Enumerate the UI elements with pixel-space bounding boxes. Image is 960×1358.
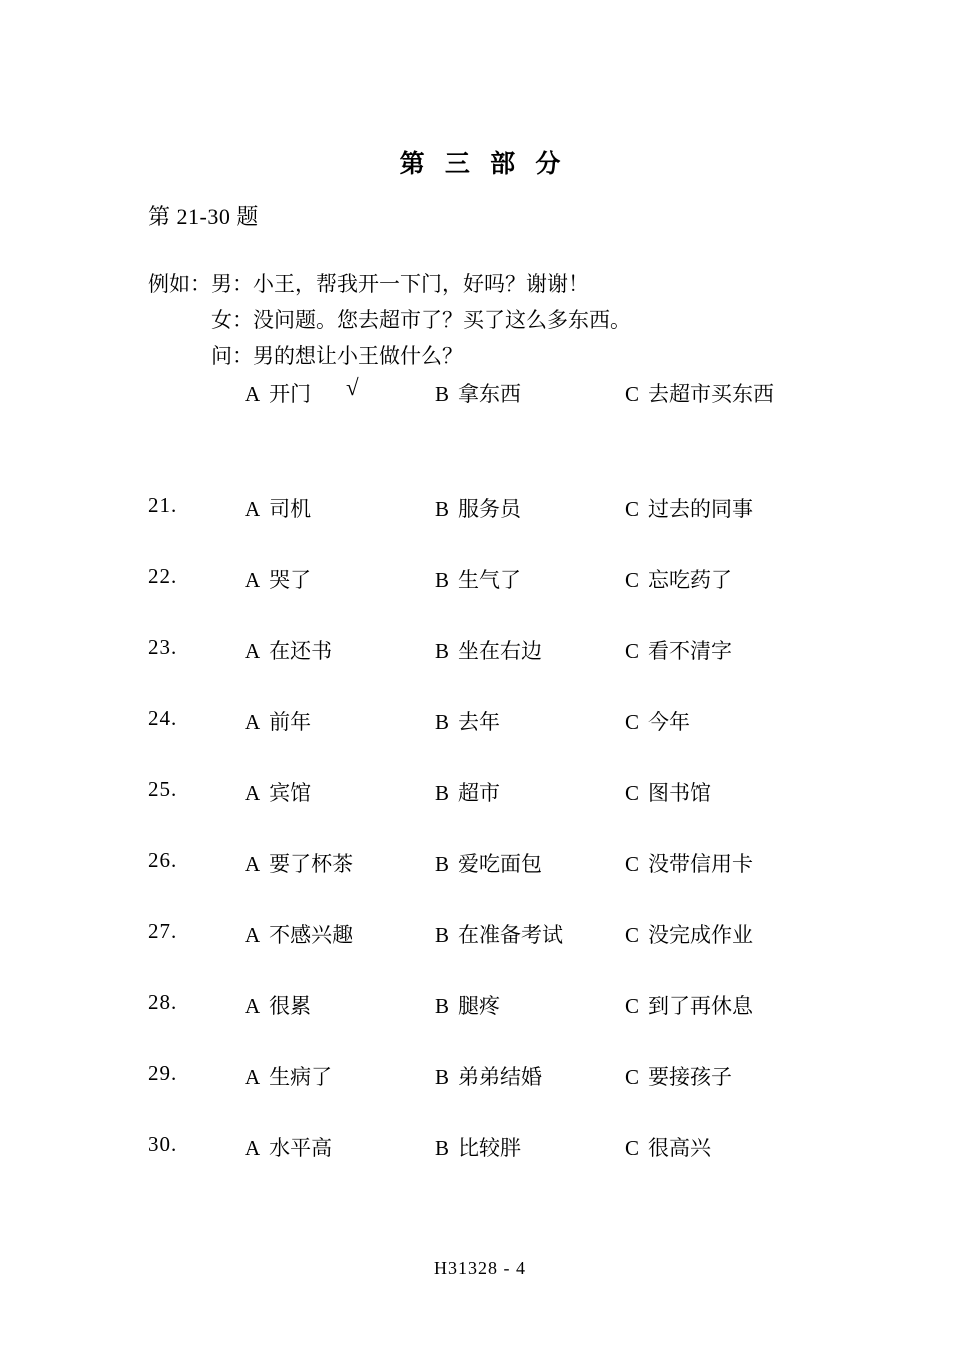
question-row-23	[148, 635, 928, 665]
option-letter: A	[245, 923, 261, 947]
option-a[interactable]	[245, 706, 311, 736]
option-letter: A	[245, 497, 261, 521]
example-speaker-female: 女：	[211, 308, 253, 332]
option-letter: A	[245, 994, 261, 1018]
question-row-27	[148, 919, 928, 949]
option-b[interactable]	[435, 848, 542, 878]
option-letter: C	[625, 852, 640, 876]
option-text: 不感兴趣	[269, 923, 354, 947]
example-label: 例如：	[148, 272, 211, 296]
option-b[interactable]	[435, 493, 521, 523]
option-text: 图书馆	[648, 781, 712, 805]
option-text: 去超市买东西	[648, 382, 775, 406]
example-answer-row	[148, 375, 908, 408]
option-b[interactable]	[435, 1132, 521, 1162]
option-text: 比较胖	[458, 1136, 522, 1160]
question-row-29	[148, 1061, 928, 1091]
option-b[interactable]	[435, 635, 542, 665]
option-letter: A	[245, 639, 261, 663]
option-text: 生气了	[458, 568, 522, 592]
question-number: 28.	[148, 990, 178, 1014]
option-text: 水平高	[269, 1136, 333, 1160]
option-a[interactable]	[245, 564, 311, 594]
option-letter: C	[625, 1136, 640, 1160]
option-letter: B	[435, 568, 450, 592]
option-a[interactable]	[245, 919, 353, 949]
example-speaker-question: 问：	[211, 344, 253, 368]
checkmark-icon: √	[346, 375, 359, 400]
option-text: 服务员	[458, 497, 522, 521]
option-text: 开门	[269, 382, 312, 406]
option-letter: B	[435, 1136, 450, 1160]
option-a[interactable]	[245, 1132, 332, 1162]
option-b[interactable]	[435, 990, 500, 1020]
option-text: 坐在右边	[458, 639, 543, 663]
option-a[interactable]	[245, 493, 311, 523]
option-letter: B	[435, 1065, 450, 1089]
option-letter: B	[435, 639, 450, 663]
page-footer: H31328 - 4	[434, 1258, 526, 1278]
option-letter: B	[435, 852, 450, 876]
question-number: 30.	[148, 1132, 178, 1156]
option-letter: C	[625, 710, 640, 734]
option-letter: A	[245, 1136, 261, 1160]
question-number: 26.	[148, 848, 178, 872]
option-letter: A	[245, 382, 261, 406]
question-row-21	[148, 493, 928, 523]
example-line-3	[148, 338, 908, 374]
option-letter: B	[435, 994, 450, 1018]
option-text: 到了再休息	[648, 994, 754, 1018]
question-row-28	[148, 990, 928, 1020]
option-text: 过去的同事	[648, 497, 754, 521]
option-b[interactable]	[435, 777, 500, 807]
option-text: 超市	[458, 781, 501, 805]
option-letter: C	[625, 781, 640, 805]
option-text: 去年	[458, 710, 501, 734]
option-text: 前年	[269, 710, 312, 734]
option-text: 生病了	[269, 1065, 333, 1089]
option-text: 司机	[269, 497, 312, 521]
option-b[interactable]	[435, 564, 521, 594]
option-letter: A	[245, 710, 261, 734]
option-letter: B	[435, 497, 450, 521]
example-line-2	[148, 302, 908, 338]
option-text: 要接孩子	[648, 1065, 733, 1089]
example-text-male: 小王，帮我开一下门，好吗？谢谢！	[253, 272, 589, 296]
option-c[interactable]	[625, 706, 690, 736]
option-text: 拿东西	[458, 382, 522, 406]
option-text: 哭了	[269, 568, 312, 592]
option-text: 忘吃药了	[648, 568, 733, 592]
question-number: 21.	[148, 493, 178, 517]
option-c[interactable]	[625, 635, 732, 665]
option-b[interactable]	[435, 1061, 542, 1091]
question-number: 24.	[148, 706, 178, 730]
option-a[interactable]	[245, 1061, 332, 1091]
option-text: 看不清字	[648, 639, 733, 663]
option-letter: C	[625, 382, 640, 406]
option-a[interactable]	[245, 635, 332, 665]
option-b[interactable]	[435, 919, 563, 949]
example-line-1	[148, 266, 908, 302]
option-c[interactable]	[625, 1132, 711, 1162]
option-letter: B	[435, 710, 450, 734]
option-text: 很高兴	[648, 1136, 712, 1160]
example-option-b[interactable]	[435, 378, 521, 408]
option-a[interactable]	[245, 777, 311, 807]
option-text: 没完成作业	[648, 923, 754, 947]
option-letter: B	[435, 382, 450, 406]
option-letter: A	[245, 568, 261, 592]
option-letter: C	[625, 568, 640, 592]
option-c[interactable]	[625, 919, 753, 949]
question-row-26	[148, 848, 928, 878]
question-number: 23.	[148, 635, 178, 659]
option-text: 在还书	[269, 639, 333, 663]
option-letter: A	[245, 852, 261, 876]
option-letter: C	[625, 497, 640, 521]
option-letter: A	[245, 1065, 261, 1089]
option-text: 弟弟结婚	[458, 1065, 543, 1089]
option-b[interactable]	[435, 706, 500, 736]
option-text: 宾馆	[269, 781, 312, 805]
option-letter: C	[625, 639, 640, 663]
option-letter: C	[625, 923, 640, 947]
question-row-30	[148, 1132, 928, 1162]
question-row-25	[148, 777, 928, 807]
option-text: 没带信用卡	[648, 852, 754, 876]
option-letter: C	[625, 1065, 640, 1089]
option-c[interactable]	[625, 848, 753, 878]
option-text: 很累	[269, 994, 312, 1018]
example-text-question: 男的想让小王做什么？	[253, 344, 463, 368]
example-option-c[interactable]	[625, 378, 774, 408]
option-text: 爱吃面包	[458, 852, 543, 876]
page-title: 第 三 部 分	[399, 151, 568, 178]
example-option-a[interactable]	[245, 378, 311, 408]
option-text: 在准备考试	[458, 923, 564, 947]
option-letter: B	[435, 923, 450, 947]
example-text-female: 没问题。您去超市了？买了这么多东西。	[253, 308, 631, 332]
option-c[interactable]	[625, 493, 753, 523]
option-text: 要了杯茶	[269, 852, 354, 876]
option-a[interactable]	[245, 848, 353, 878]
option-c[interactable]	[625, 1061, 732, 1091]
question-range-label: 第 21-30 题	[148, 204, 259, 229]
example-block	[148, 266, 908, 374]
option-c[interactable]	[625, 990, 753, 1020]
option-c[interactable]	[625, 564, 732, 594]
question-row-24	[148, 706, 928, 736]
option-text: 腿疼	[458, 994, 501, 1018]
option-letter: B	[435, 781, 450, 805]
question-number: 27.	[148, 919, 178, 943]
option-letter: A	[245, 781, 261, 805]
question-number: 25.	[148, 777, 178, 801]
example-speaker-male: 男：	[211, 272, 253, 296]
question-number: 22.	[148, 564, 178, 588]
option-letter: C	[625, 994, 640, 1018]
option-text: 今年	[648, 710, 691, 734]
option-a[interactable]	[245, 990, 311, 1020]
option-c[interactable]	[625, 777, 711, 807]
question-number: 29.	[148, 1061, 178, 1085]
question-row-22	[148, 564, 928, 594]
